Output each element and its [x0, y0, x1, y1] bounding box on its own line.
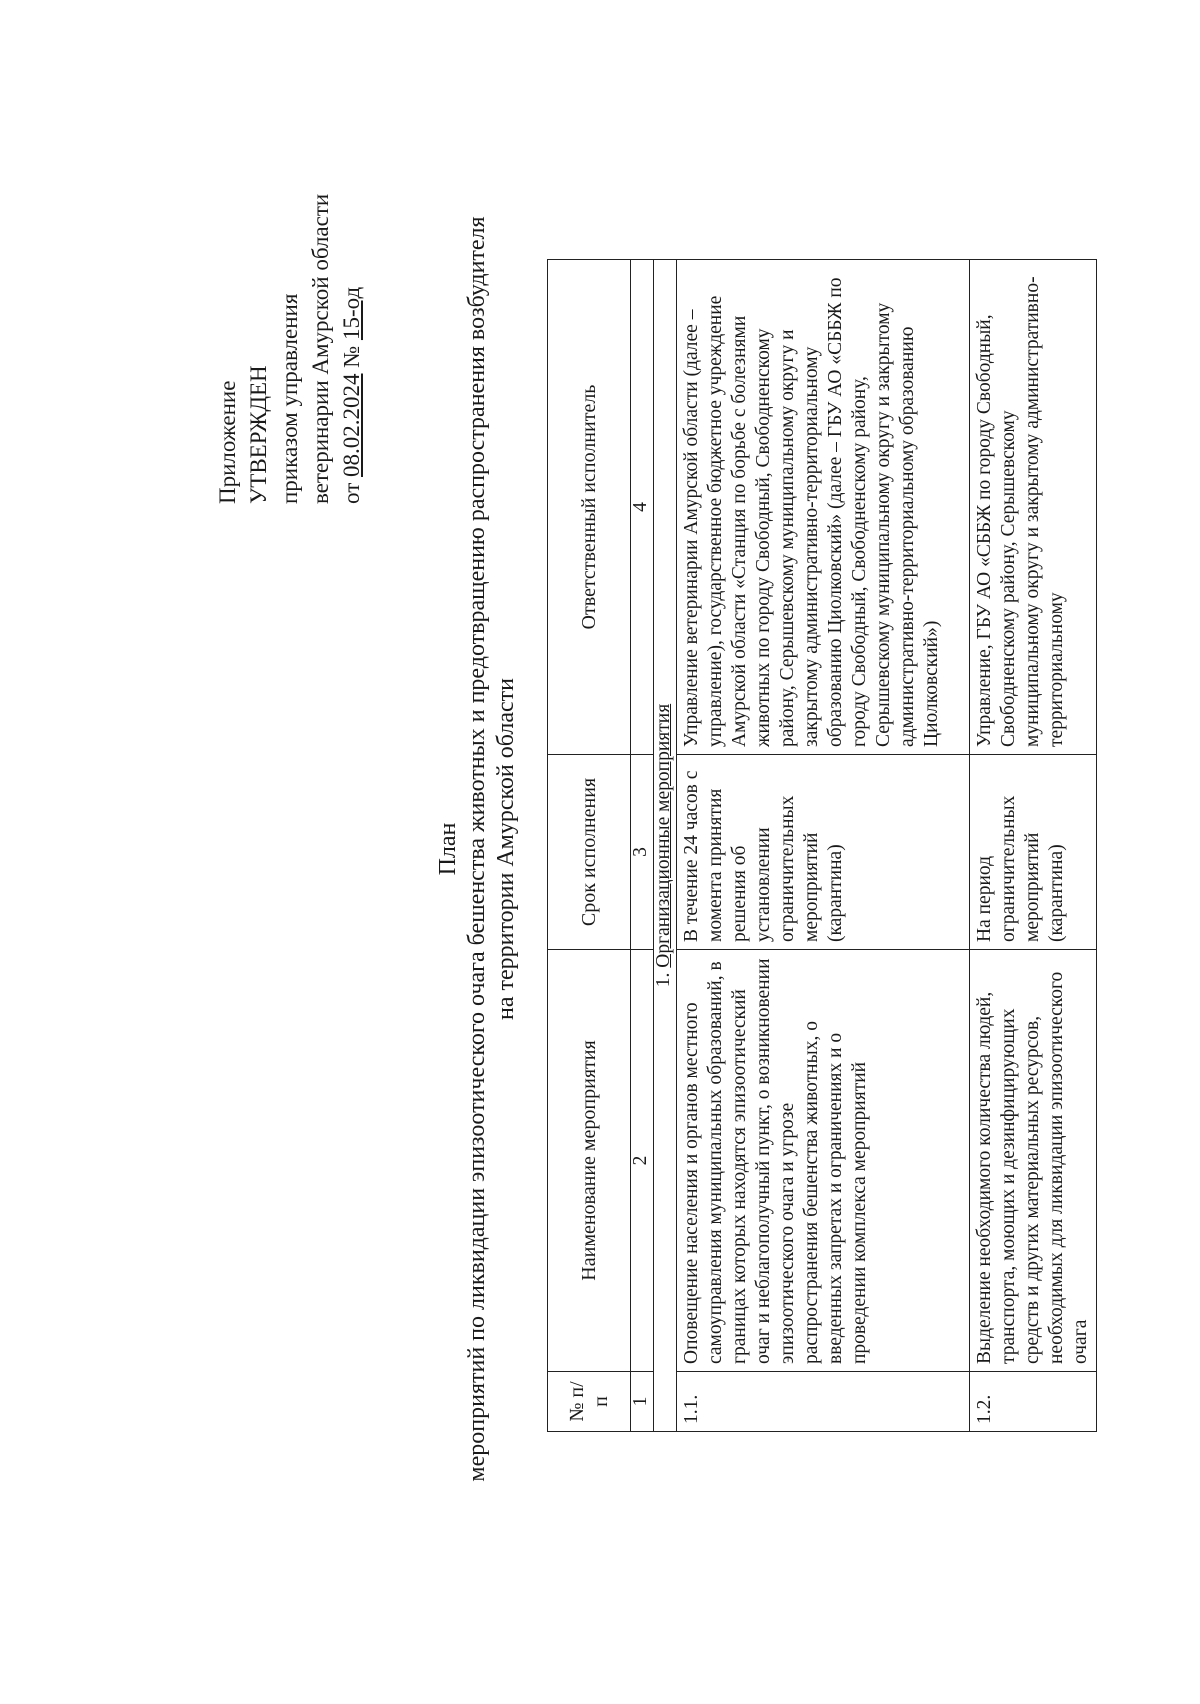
section-heading	[654, 260, 677, 1432]
row-number: 1.2.	[970, 1372, 1097, 1432]
row-executor	[970, 260, 1097, 755]
column-number-row	[631, 260, 654, 1432]
header-term: Срок исполнения	[548, 755, 631, 950]
row-term: В течение 24 часов с момента принятия решения об установлении ограничительных мероприятий (карантина)	[677, 755, 970, 950]
row-number: 1.1.	[677, 1372, 970, 1432]
order-number: 15-од	[339, 286, 364, 341]
appendix-label: Приложение	[215, 380, 240, 504]
order-label: приказом управления	[277, 293, 302, 504]
header-name: Наименование мероприятия	[548, 950, 631, 1372]
order-date-line	[336, 84, 367, 504]
plan-title-line2: мероприятий по ликвидации эпизоотического очага бешенства животных и предотвращению распространения возбудителя	[464, 216, 490, 1482]
plan-title	[434, 124, 521, 1574]
plan-title-line3: на территории Амурской области	[493, 677, 519, 1021]
header-row	[548, 260, 631, 1432]
header-num: № п/п	[548, 1372, 631, 1432]
table-row	[677, 260, 970, 1432]
approved-label: УТВЕРЖДЕН	[246, 365, 271, 504]
row-name: Оповещение населения и органов местного самоуправления муниципальных образований, в границах которых находятся эпизоотический очаг и неблагополучный пункт, о возникновении эпизоотического очага и угрозе распространения бешенства животных, о введенных запретах и ограничениях и о проведении комплекса мероприятий	[677, 950, 970, 1372]
from-prefix: от	[339, 477, 364, 504]
section-row	[654, 260, 677, 1432]
section-title: Организационные мероприятия	[653, 703, 674, 968]
approval-block	[212, 84, 367, 504]
plan-table	[547, 259, 1097, 1432]
section-number: 1.	[653, 967, 674, 988]
column-number: 4	[631, 260, 654, 755]
row-term: На период ограничительных мероприятий (карантина)	[970, 755, 1097, 950]
column-number: 2	[631, 950, 654, 1372]
column-number: 1	[631, 1372, 654, 1432]
row-executor-text: Управление, ГБУ АО «СББЖ по городу Свободный, Свободненскому району, Серышевскому муниципальному округу и закрытому административно-территориальному	[974, 276, 1067, 747]
header-executor: Ответственный исполнитель	[548, 260, 631, 755]
column-number: 3	[631, 755, 654, 950]
table-row	[970, 260, 1097, 1432]
row-name: Выделение необходимого количества людей, транспорта, моющих и дезинфицирующих средств и других материальных ресурсов, необходимых для ликвидации эпизоотического очага	[970, 950, 1097, 1372]
row-executor: Управление ветеринарии Амурской области (далее – управление), государственное бюджетное учреждение Амурской области «Станция по борьбе с болезнями животных по городу Свободный, Свободненскому району, Серышевскому муниципальному округу и закрытому административно-территориальному образованию Циолковский» (далее – ГБУ АО «СББЖ по городу Свободный, Свободненскому району, Серышевскому муниципальному округу и закрытому административно-территориальному образованию Циолковский»)	[677, 260, 970, 755]
order-date: 08.02.2024	[339, 373, 364, 477]
plan-title-line1: План	[435, 822, 461, 876]
authority-label: ветеринарии Амурской области	[308, 193, 333, 504]
number-sign: №	[339, 340, 364, 374]
